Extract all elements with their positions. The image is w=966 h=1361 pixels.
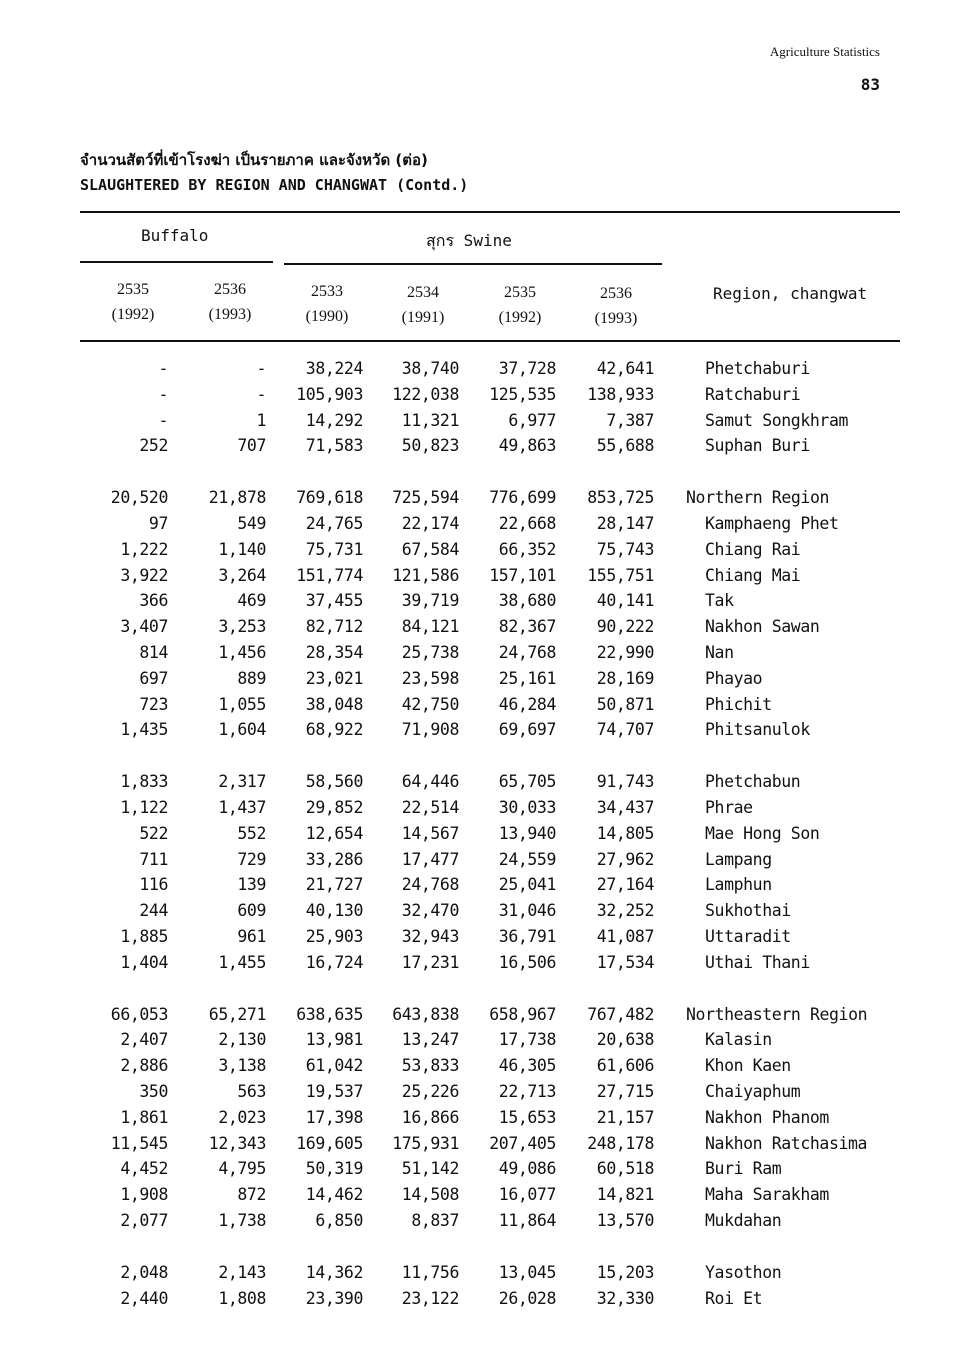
cell-swine-2534: 11,321 (401, 410, 459, 430)
cell-swine-2535: 13,045 (498, 1262, 556, 1282)
cell-swine-2535: 82,367 (498, 617, 556, 637)
cell-buffalo-2535: 697 (139, 668, 168, 688)
cell-swine-2535: 38,680 (498, 591, 556, 611)
cell-buffalo-2536: 1,604 (218, 720, 266, 740)
changwat-name: Suphan Buri (705, 436, 810, 456)
cell-buffalo-2536: 2,143 (218, 1262, 266, 1282)
changwat-name: Chaiyaphum (705, 1082, 801, 1101)
cell-swine-2536: 14,805 (596, 823, 654, 843)
column-ad-year: (1992) (498, 309, 542, 326)
cell-buffalo-2536: 1,808 (218, 1288, 266, 1308)
cell-buffalo-2535: 366 (139, 591, 168, 611)
cell-swine-2533: 12,654 (305, 823, 363, 843)
cell-swine-2533: 19,537 (305, 1082, 363, 1101)
cell-swine-2533: 24,765 (305, 514, 363, 533)
cell-swine-2534: 32,943 (401, 927, 459, 946)
cell-swine-2535: 36,791 (498, 927, 556, 946)
cell-swine-2533: 29,852 (305, 798, 363, 817)
cell-swine-2536: 767,482 (587, 1004, 654, 1024)
cell-buffalo-2535: 522 (139, 823, 168, 843)
cell-swine-2535: 16,077 (498, 1185, 556, 1205)
swine-group-label: สุกร Swine (426, 231, 512, 250)
cell-buffalo-2535: - (158, 410, 168, 430)
table-row (0, 720, 966, 746)
cell-swine-2536: 20,638 (596, 1030, 654, 1050)
changwat-name: Phichit (705, 694, 772, 714)
cell-swine-2534: 42,750 (401, 694, 459, 714)
cell-swine-2533: 14,462 (305, 1185, 363, 1205)
cell-swine-2535: 22,668 (498, 514, 556, 533)
cell-buffalo-2535: 2,886 (120, 1056, 168, 1076)
cell-swine-2533: 28,354 (305, 643, 363, 662)
changwat-name: Phetchabun (705, 772, 801, 792)
cell-swine-2536: 21,157 (596, 1107, 654, 1127)
cell-buffalo-2535: 4,452 (120, 1159, 168, 1179)
changwat-name: Phitsanulok (705, 720, 810, 740)
cell-swine-2533: 38,224 (305, 359, 363, 378)
cell-swine-2536: 7,387 (606, 410, 654, 430)
cell-swine-2533: 58,560 (305, 772, 363, 792)
cell-swine-2535: 15,653 (498, 1107, 556, 1127)
table-row (0, 1056, 966, 1082)
cell-buffalo-2536: 549 (237, 514, 266, 533)
cell-swine-2535: 157,101 (489, 565, 556, 585)
cell-swine-2533: 16,724 (305, 952, 363, 972)
cell-buffalo-2536: 2,130 (218, 1030, 266, 1050)
table-row (0, 1185, 966, 1211)
cell-swine-2535: 49,863 (498, 436, 556, 456)
cell-swine-2534: 64,446 (401, 772, 459, 792)
cell-swine-2535: 658,967 (489, 1004, 556, 1024)
changwat-name: Khon Kaen (705, 1056, 791, 1076)
cell-buffalo-2536: 707 (237, 436, 266, 456)
cell-swine-2536: 13,570 (596, 1211, 654, 1230)
cell-swine-2533: 17,398 (305, 1107, 363, 1127)
cell-swine-2534: 14,508 (401, 1185, 459, 1205)
table-row (0, 875, 966, 901)
cell-swine-2535: 69,697 (498, 720, 556, 740)
cell-swine-2535: 26,028 (498, 1288, 556, 1308)
changwat-name: Lamphun (705, 875, 772, 895)
cell-swine-2533: 50,319 (305, 1159, 363, 1179)
cell-swine-2533: 21,727 (305, 875, 363, 895)
table-row (0, 953, 966, 979)
changwat-name: Mukdahan (705, 1211, 782, 1230)
cell-buffalo-2536: 21,878 (208, 488, 266, 508)
cell-buffalo-2535: 2,077 (120, 1211, 168, 1230)
cell-swine-2536: 75,743 (596, 539, 654, 559)
cell-swine-2536: 91,743 (596, 772, 654, 792)
table-row (0, 850, 966, 876)
cell-swine-2535: 11,864 (498, 1211, 556, 1230)
cell-swine-2534: 17,477 (401, 849, 459, 869)
cell-buffalo-2536: 3,253 (218, 617, 266, 637)
cell-swine-2534: 22,514 (401, 798, 459, 817)
cell-buffalo-2536: 1,055 (218, 694, 266, 714)
cell-buffalo-2535: 1,885 (120, 927, 168, 946)
cell-buffalo-2535: 2,048 (120, 1262, 168, 1282)
cell-buffalo-2536: 2,023 (218, 1107, 266, 1127)
changwat-name: Kamphaeng Phet (705, 514, 839, 533)
table-row (0, 927, 966, 953)
changwat-name: Yasothon (705, 1262, 782, 1282)
cell-swine-2533: 61,042 (305, 1056, 363, 1076)
page-number: 83 (860, 75, 880, 94)
changwat-name: Chiang Rai (705, 539, 801, 559)
cell-swine-2536: 155,751 (587, 565, 654, 585)
cell-buffalo-2536: 3,264 (218, 565, 266, 585)
table-row (0, 359, 966, 385)
cell-swine-2533: 638,635 (296, 1004, 363, 1024)
changwat-name: Mae Hong Son (705, 823, 820, 843)
cell-buffalo-2536: 961 (237, 927, 266, 946)
cell-swine-2534: 22,174 (401, 514, 459, 533)
cell-buffalo-2535: 350 (139, 1082, 168, 1101)
cell-swine-2536: 42,641 (596, 359, 654, 378)
cell-swine-2536: 34,437 (596, 798, 654, 817)
cell-swine-2535: 46,284 (498, 694, 556, 714)
table-row (0, 411, 966, 437)
column-ad-year: (1993) (208, 306, 252, 323)
table-row (0, 1211, 966, 1237)
cell-swine-2534: 84,121 (401, 617, 459, 637)
table-row (0, 385, 966, 411)
table-row (0, 798, 966, 824)
cell-swine-2535: 49,086 (498, 1159, 556, 1179)
table-title-english: SLAUGHTERED BY REGION AND CHANGWAT (Contd.) (80, 176, 469, 194)
cell-swine-2533: 23,390 (305, 1288, 363, 1308)
cell-buffalo-2536: 1,437 (218, 798, 266, 817)
cell-swine-2535: 13,940 (498, 823, 556, 843)
cell-swine-2536: 41,087 (596, 927, 654, 946)
cell-buffalo-2535: 2,440 (120, 1288, 168, 1308)
cell-swine-2536: 248,178 (587, 1133, 654, 1153)
cell-buffalo-2535: 3,407 (120, 617, 168, 637)
cell-buffalo-2535: 1,861 (120, 1107, 168, 1127)
cell-buffalo-2535: 1,833 (120, 772, 168, 792)
cell-swine-2536: 55,688 (596, 436, 654, 456)
cell-buffalo-2535: 711 (139, 849, 168, 869)
cell-buffalo-2535: 2,407 (120, 1030, 168, 1050)
column-year: 2535 (504, 284, 536, 301)
changwat-name: Phayao (705, 668, 763, 688)
cell-swine-2534: 71,908 (401, 720, 459, 740)
table-row (0, 643, 966, 669)
cell-swine-2534: 39,719 (401, 591, 459, 611)
cell-swine-2533: 40,130 (305, 901, 363, 921)
cell-swine-2535: 25,041 (498, 875, 556, 895)
cell-buffalo-2535: - (158, 359, 168, 378)
cell-buffalo-2536: 469 (237, 591, 266, 611)
cell-buffalo-2536: 729 (237, 849, 266, 869)
cell-swine-2536: 27,962 (596, 849, 654, 869)
cell-buffalo-2535: 244 (139, 901, 168, 921)
cell-buffalo-2536: 65,271 (208, 1004, 266, 1024)
table-row (0, 591, 966, 617)
cell-swine-2536: 40,141 (596, 591, 654, 611)
table-row (0, 1082, 966, 1108)
table-row (0, 436, 966, 462)
cell-swine-2533: 37,455 (305, 591, 363, 611)
cell-swine-2536: 28,169 (596, 668, 654, 688)
changwat-name: Nakhon Phanom (705, 1107, 829, 1127)
cell-swine-2533: 75,731 (305, 539, 363, 559)
cell-buffalo-2535: 11,545 (110, 1133, 168, 1153)
column-year: 2533 (311, 283, 343, 300)
cell-swine-2534: 53,833 (401, 1056, 459, 1076)
cell-buffalo-2535: 66,053 (110, 1004, 168, 1024)
table-row (0, 1263, 966, 1289)
region-name: Northeastern Region (686, 1004, 868, 1024)
table-row (0, 617, 966, 643)
table-row (0, 772, 966, 798)
cell-swine-2534: 16,866 (401, 1107, 459, 1127)
cell-swine-2534: 32,470 (401, 901, 459, 921)
changwat-name: Sukhothai (705, 901, 791, 921)
changwat-name: Phrae (705, 798, 753, 817)
table-row (0, 540, 966, 566)
cell-swine-2536: 853,725 (587, 488, 654, 508)
cell-swine-2534: 23,598 (401, 668, 459, 688)
cell-swine-2535: 17,738 (498, 1030, 556, 1050)
cell-buffalo-2536: 4,795 (218, 1159, 266, 1179)
cell-swine-2533: 151,774 (296, 565, 363, 585)
cell-swine-2533: 6,850 (315, 1211, 363, 1230)
cell-swine-2534: 121,586 (392, 565, 459, 585)
cell-buffalo-2535: 116 (139, 875, 168, 895)
column-ad-year: (1991) (401, 309, 445, 326)
cell-swine-2536: 22,990 (596, 643, 654, 662)
cell-swine-2536: 27,715 (596, 1082, 654, 1101)
cell-buffalo-2536: 889 (237, 668, 266, 688)
column-year: 2535 (117, 281, 149, 298)
table-title-thai: จำนวนสัตว์ที่เข้าโรงฆ่า เป็นรายภาค และจังหวัด (ต่อ) (80, 151, 428, 169)
cell-buffalo-2535: 1,404 (120, 952, 168, 972)
cell-swine-2536: 90,222 (596, 617, 654, 637)
cell-swine-2534: 175,931 (392, 1133, 459, 1153)
changwat-name: Phetchaburi (705, 359, 810, 378)
cell-swine-2536: 74,707 (596, 720, 654, 740)
changwat-name: Samut Songkhram (705, 410, 849, 430)
cell-swine-2535: 24,559 (498, 849, 556, 869)
cell-swine-2535: 207,405 (489, 1133, 556, 1153)
cell-swine-2534: 25,738 (401, 643, 459, 662)
table-row (0, 1159, 966, 1185)
cell-swine-2535: 46,305 (498, 1056, 556, 1076)
cell-swine-2534: 24,768 (401, 875, 459, 895)
cell-swine-2533: 68,922 (305, 720, 363, 740)
cell-swine-2534: 38,740 (401, 359, 459, 378)
cell-swine-2536: 14,821 (596, 1185, 654, 1205)
cell-buffalo-2536: 12,343 (208, 1133, 266, 1153)
cell-buffalo-2535: 3,922 (120, 565, 168, 585)
cell-swine-2534: 122,038 (392, 384, 459, 404)
cell-swine-2536: 27,164 (596, 875, 654, 895)
table-row (0, 566, 966, 592)
cell-swine-2535: 776,699 (489, 488, 556, 508)
cell-swine-2534: 23,122 (401, 1288, 459, 1308)
cell-buffalo-2536: 1,140 (218, 539, 266, 559)
cell-swine-2535: 24,768 (498, 643, 556, 662)
cell-swine-2533: 13,981 (305, 1030, 363, 1050)
changwat-name: Roi Et (705, 1288, 763, 1308)
cell-swine-2534: 8,837 (411, 1211, 459, 1230)
cell-buffalo-2536: 609 (237, 901, 266, 921)
cell-swine-2533: 169,605 (296, 1133, 363, 1153)
changwat-name: Kalasin (705, 1030, 772, 1050)
table-row (0, 514, 966, 540)
cell-swine-2536: 61,606 (596, 1056, 654, 1076)
cell-swine-2535: 66,352 (498, 539, 556, 559)
cell-buffalo-2535: 1,908 (120, 1185, 168, 1205)
table-row (0, 901, 966, 927)
column-year: 2536 (600, 285, 632, 302)
cell-buffalo-2536: 1 (256, 410, 266, 430)
cell-swine-2533: 71,583 (305, 436, 363, 456)
cell-swine-2535: 22,713 (498, 1082, 556, 1101)
cell-swine-2533: 38,048 (305, 694, 363, 714)
buffalo-group-label: Buffalo (141, 226, 209, 245)
cell-buffalo-2536: 563 (237, 1082, 266, 1101)
changwat-name: Nakhon Ratchasima (705, 1133, 868, 1153)
table-row (0, 669, 966, 695)
cell-swine-2534: 25,226 (401, 1082, 459, 1101)
changwat-name: Ratchaburi (705, 384, 801, 404)
cell-swine-2533: 105,903 (296, 384, 363, 404)
cell-buffalo-2535: 814 (139, 643, 168, 662)
changwat-name: Uttaradit (705, 927, 791, 946)
cell-buffalo-2536: 2,317 (218, 772, 266, 792)
table-row (0, 1289, 966, 1315)
cell-swine-2536: 32,252 (596, 901, 654, 921)
cell-swine-2536: 17,534 (596, 952, 654, 972)
changwat-name: Chiang Mai (705, 565, 801, 585)
cell-swine-2534: 14,567 (401, 823, 459, 843)
cell-swine-2534: 50,823 (401, 436, 459, 456)
table-row (0, 1134, 966, 1160)
cell-buffalo-2536: 3,138 (218, 1056, 266, 1076)
cell-swine-2535: 125,535 (489, 384, 556, 404)
changwat-name: Lampang (705, 849, 772, 869)
cell-buffalo-2536: 139 (237, 875, 266, 895)
cell-buffalo-2535: 252 (139, 436, 168, 456)
column-ad-year: (1993) (594, 310, 638, 327)
changwat-name: Maha Sarakham (705, 1185, 829, 1205)
cell-buffalo-2536: 1,738 (218, 1211, 266, 1230)
cell-swine-2535: 31,046 (498, 901, 556, 921)
column-year: 2536 (214, 281, 246, 298)
cell-buffalo-2535: 1,122 (120, 798, 168, 817)
cell-buffalo-2535: 1,222 (120, 539, 168, 559)
cell-swine-2535: 16,506 (498, 952, 556, 972)
cell-buffalo-2536: - (256, 359, 266, 378)
cell-swine-2535: 65,705 (498, 772, 556, 792)
cell-swine-2533: 33,286 (305, 849, 363, 869)
cell-buffalo-2535: 20,520 (110, 488, 168, 508)
changwat-name: Nakhon Sawan (705, 617, 820, 637)
cell-buffalo-2535: 1,435 (120, 720, 168, 740)
cell-swine-2534: 11,756 (401, 1262, 459, 1282)
cell-swine-2534: 13,247 (401, 1030, 459, 1050)
cell-buffalo-2536: 872 (237, 1185, 266, 1205)
cell-buffalo-2535: 723 (139, 694, 168, 714)
table-row (0, 1108, 966, 1134)
cell-swine-2535: 25,161 (498, 668, 556, 688)
region-name: Northern Region (686, 488, 830, 508)
cell-swine-2536: 138,933 (587, 384, 654, 404)
cell-swine-2534: 643,838 (392, 1004, 459, 1024)
cell-swine-2533: 25,903 (305, 927, 363, 946)
column-ad-year: (1990) (305, 308, 349, 325)
column-header-region: Region, changwat (713, 284, 868, 303)
cell-swine-2533: 14,292 (305, 410, 363, 430)
changwat-name: Nan (705, 643, 734, 662)
cell-buffalo-2535: 97 (148, 514, 168, 533)
cell-buffalo-2536: - (256, 384, 266, 404)
cell-swine-2534: 725,594 (392, 488, 459, 508)
cell-buffalo-2536: 1,455 (218, 952, 266, 972)
cell-swine-2534: 67,584 (401, 539, 459, 559)
running-title: Agriculture Statistics (769, 44, 880, 59)
table-row (0, 1030, 966, 1056)
cell-swine-2536: 32,330 (596, 1288, 654, 1308)
table-row (0, 488, 966, 514)
cell-swine-2536: 28,147 (596, 514, 654, 533)
cell-swine-2536: 15,203 (596, 1262, 654, 1282)
cell-swine-2535: 6,977 (508, 410, 556, 430)
cell-swine-2533: 82,712 (305, 617, 363, 637)
cell-swine-2536: 60,518 (596, 1159, 654, 1179)
cell-swine-2533: 14,362 (305, 1262, 363, 1282)
column-ad-year: (1992) (111, 306, 155, 323)
cell-swine-2534: 17,231 (401, 952, 459, 972)
cell-buffalo-2535: - (158, 384, 168, 404)
cell-swine-2535: 30,033 (498, 798, 556, 817)
table-row (0, 695, 966, 721)
cell-swine-2535: 37,728 (498, 359, 556, 378)
cell-swine-2533: 23,021 (305, 668, 363, 688)
changwat-name: Buri Ram (705, 1159, 782, 1179)
cell-buffalo-2536: 552 (237, 823, 266, 843)
table-row (0, 824, 966, 850)
changwat-name: Uthai Thani (705, 952, 810, 972)
changwat-name: Tak (705, 591, 734, 611)
table-row (0, 1005, 966, 1031)
column-year: 2534 (407, 284, 439, 301)
cell-swine-2533: 769,618 (296, 488, 363, 508)
cell-swine-2536: 50,871 (596, 694, 654, 714)
cell-buffalo-2536: 1,456 (218, 643, 266, 662)
cell-swine-2534: 51,142 (401, 1159, 459, 1179)
